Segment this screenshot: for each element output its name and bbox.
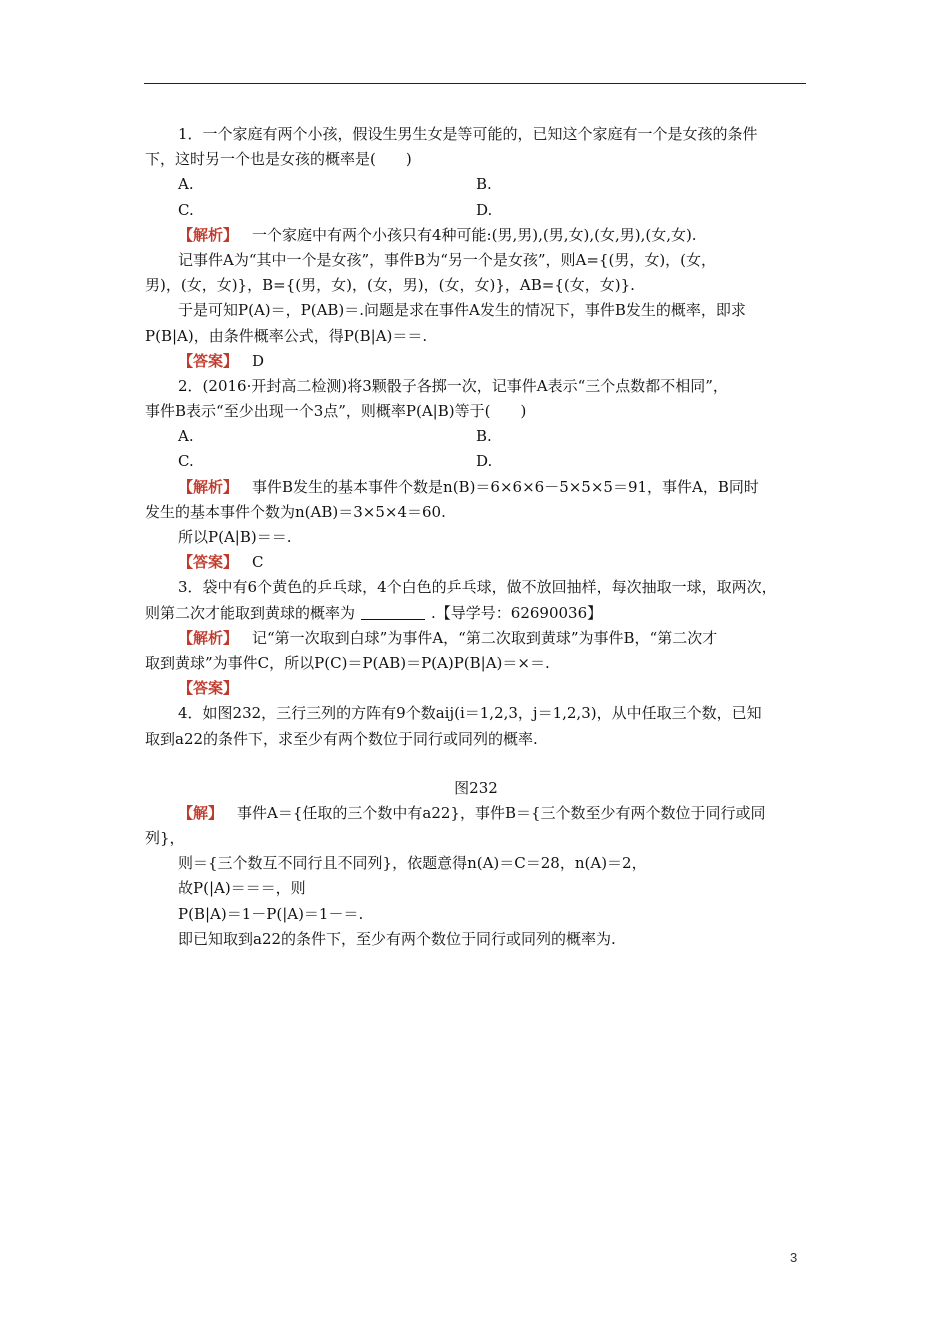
q4-solution-line1 xyxy=(145,801,807,826)
answer-tag: 【答案】 xyxy=(178,679,239,698)
solution-tag: 【解】 xyxy=(178,803,224,822)
q4-solution-line5: P(B|A)＝1－P(|A)＝1－＝. xyxy=(178,904,364,923)
q1-analysis-line1 xyxy=(145,223,807,248)
q1-option-d: D. xyxy=(476,200,493,219)
q4-solution-line6: 即已知取到a22的条件下，至少有两个数位于同行或同列的概率为. xyxy=(178,929,616,948)
answer-tag: 【答案】 xyxy=(178,553,239,572)
q2-options-ab xyxy=(145,424,807,449)
figure-caption: 图232 xyxy=(454,778,498,797)
analysis-tag: 【解析】 xyxy=(178,225,239,244)
q3-stem-line2 xyxy=(145,601,807,626)
figure-placeholder xyxy=(145,752,807,776)
q2-stem-line1: 2．(2016·开封高二检测)将3颗骰子各掷一次，记事件A表示“三个点数都不相同”， xyxy=(178,376,728,395)
question-3 xyxy=(145,575,807,701)
q2-analysis-line3: 所以P(A|B)＝＝. xyxy=(178,528,292,546)
q1-stem-line2: 下，这时另一个也是女孩的概率是( ) xyxy=(145,150,412,169)
q2-stem-line2: 事件B表示“至少出现一个3点”，则概率P(A|B)等于( ) xyxy=(145,402,527,421)
q1-option-b: B. xyxy=(476,175,492,194)
q3-analysis-line2: 取到黄球”为事件C，所以P(C)＝P(AB)＝P(A)P(B|A)＝×＝. xyxy=(145,653,550,672)
question-1 xyxy=(145,122,807,374)
q2-option-a: A. xyxy=(178,427,194,446)
q1-answer: D xyxy=(252,351,265,370)
q3-answer-blank xyxy=(361,603,425,620)
q1-analysis-line2: 记事件A为“其中一个是女孩”，事件B为“另一个是女孩”，则A={(男，女)，(女， xyxy=(178,250,717,269)
q1-analysis-line3: 男)，(女，女)}，B={(男，女)，(女，男)，(女，女)}，AB={(女，女)}. xyxy=(145,276,635,295)
q2-analysis-line2: 发生的基本事件个数为n(AB)＝3×5×4＝60. xyxy=(145,502,446,521)
analysis-tag: 【解析】 xyxy=(178,477,239,496)
q1-options-ab xyxy=(145,172,807,197)
q2-analysis-text1: 事件B发生的基本事件个数是n(B)＝6×6×6－5×5×5＝91，事件A，B同时 xyxy=(252,477,759,496)
q2-option-b: B. xyxy=(476,427,492,446)
q3-stem-text: 则第二次才能取到黄球的概率为 xyxy=(145,603,356,622)
q2-option-d: D. xyxy=(476,452,493,471)
q4-solution-line4: 故P(|A)＝＝＝，则 xyxy=(178,879,306,898)
q1-analysis-line5: P(B|A)，由条件概率公式，得P(B|A)＝＝. xyxy=(145,326,428,345)
answer-tag: 【答案】 xyxy=(178,351,239,370)
q2-options-cd xyxy=(145,449,807,474)
q1-option-c: C. xyxy=(178,200,194,219)
q1-answer-line xyxy=(145,349,807,374)
q3-analysis-text1: 记“第一次取到白球”为事件A，“第二次取到黄球”为事件B，“第二次才 xyxy=(252,628,718,647)
q1-stem-line1: 1．一个家庭有两个小孩，假设生男生女是等可能的，已知这个家庭有一个是女孩的条件 xyxy=(178,125,758,143)
q4-solution-text1: 事件A＝{任取的三个数中有a22}，事件B＝{三个数至少有两个数位于同行或同 xyxy=(237,803,766,822)
q1-options-cd xyxy=(145,198,807,223)
document-body xyxy=(145,122,807,952)
q2-answer-line xyxy=(145,550,807,575)
q4-stem-line1: 4．如图232，三行三列的方阵有9个数aij(i＝1,2,3，j＝1,2,3)，从中任取三个数，已知 xyxy=(178,704,762,723)
q1-analysis-line4: 于是可知P(A)＝，P(AB)＝.问题是求在事件A发生的情况下，事件B发生的概率，即求 xyxy=(178,301,746,320)
q2-option-c: C. xyxy=(178,452,194,471)
question-2 xyxy=(145,374,807,576)
q2-answer: C xyxy=(252,553,264,572)
q1-analysis-text1: 一个家庭中有两个小孩只有4种可能:(男,男),(男,女),(女,男),(女,女). xyxy=(252,225,697,244)
analysis-tag: 【解析】 xyxy=(178,628,239,647)
q3-analysis-line1 xyxy=(145,626,807,651)
q3-stem-line1: 3．袋中有6个黄色的乒乓球，4个白色的乒乓球，做不放回抽样，每次抽取一球，取两次， xyxy=(178,578,777,597)
page-number: 3 xyxy=(790,1250,798,1265)
q4-solution-line3: 则＝{三个数互不同行且不同列}，依题意得n(A)＝C＝28，n(A)＝2， xyxy=(178,854,647,873)
question-4 xyxy=(145,701,807,952)
q2-analysis-line1 xyxy=(145,475,807,500)
header-rule xyxy=(144,83,806,84)
q1-option-a: A. xyxy=(178,175,194,194)
q3-answer-line xyxy=(145,676,807,701)
q4-stem-line2: 取到a22的条件下，求至少有两个数位于同行或同列的概率. xyxy=(145,729,538,748)
q3-guide-number: .【导学号：62690036】 xyxy=(431,603,603,622)
q4-solution-line2: 列}， xyxy=(145,829,185,848)
